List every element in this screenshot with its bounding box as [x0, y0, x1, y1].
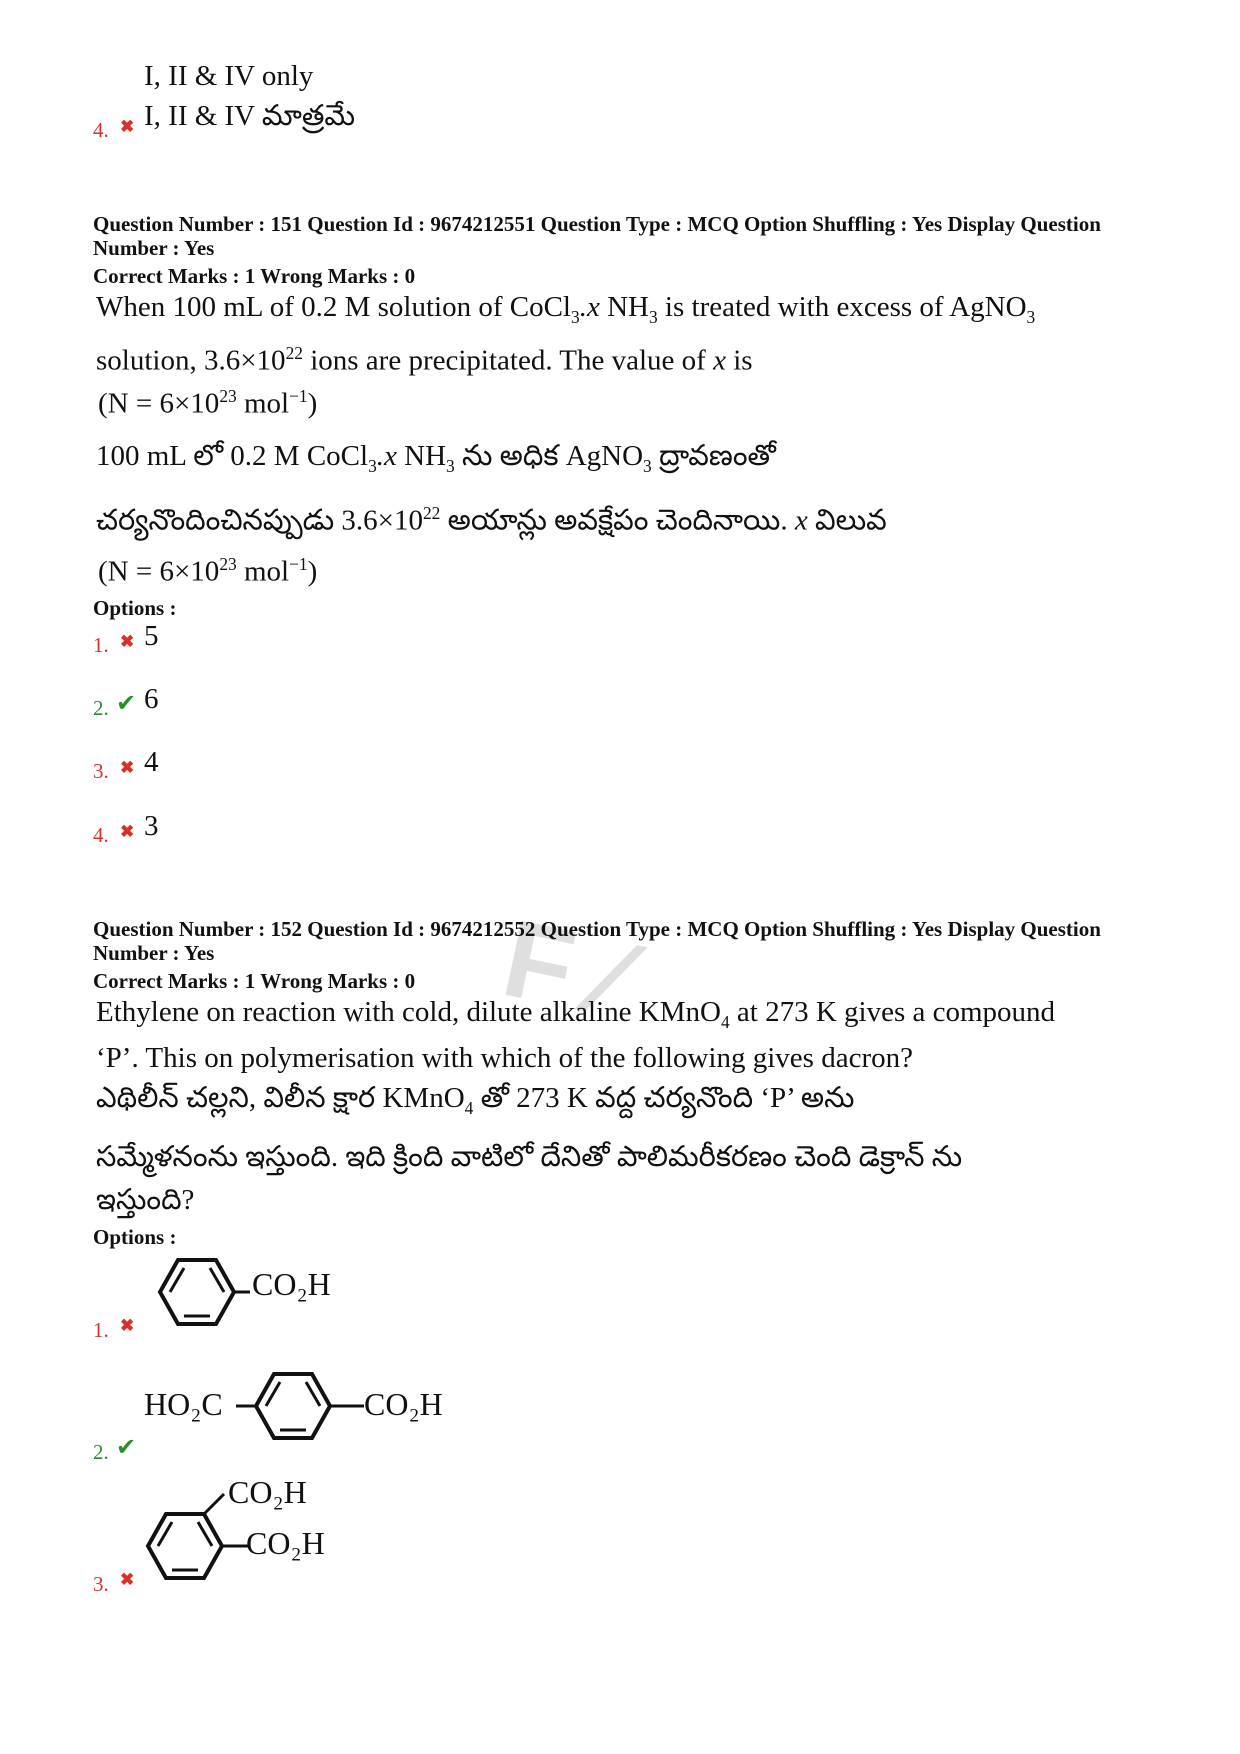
q151-option4-number: 4. — [93, 823, 109, 847]
cross-icon: ✖ — [120, 822, 135, 841]
q152-option3-group-top: CO₂H — [228, 1474, 307, 1510]
cross-icon: ✖ — [120, 117, 135, 136]
q151-option3-value[interactable]: 4 — [144, 746, 159, 778]
q151-option4-value[interactable]: 3 — [144, 810, 159, 842]
cross-icon: ✖ — [120, 1570, 135, 1589]
cross-icon: ✖ — [120, 1316, 135, 1335]
q152-option3-group-mid: CO₂H — [246, 1525, 325, 1561]
q152-option2-group-right: CO₂H — [364, 1386, 443, 1422]
benzene-ring-structure[interactable] — [236, 1366, 368, 1446]
q151-option3-number: 3. — [93, 759, 109, 783]
cross-icon: ✖ — [120, 632, 135, 651]
q152-text-te-line1: ఎథిలీన్ చల్లని, విలీన క్షార KMnO$_4$ తో 273 K వద్ద చర్యనొంది ‘P’ అను — [96, 1082, 855, 1118]
q151-given-te: ($N = 6\times 10^{23}$ mol$^{-1}$) — [98, 554, 318, 588]
q151-option2-number: 2. — [93, 696, 109, 720]
q151-option1-value[interactable]: 5 — [144, 620, 159, 652]
q151-text-te-line1: 100 mL లో 0.2 M CoCl$_3$.x $NH_3$ ను అధిక AgNO$_3$ ద్రావణంతో — [96, 440, 776, 476]
q152-text-te-line2: సమ్మేళనంను ఇస్తుంది. ఇది క్రింది వాటిలో దేనితో పాలిమరీకరణం చెంది డెక్రాన్ ను — [96, 1141, 963, 1173]
q152-option1-group: CO₂H — [252, 1266, 331, 1302]
q151-meta: Question Number : 151 Question Id : 9674212551 Question Type : MCQ Option Shuffling : Yes Display Question Number : Yes — [93, 212, 1101, 260]
prev-option4-number: 4. — [93, 118, 109, 142]
check-icon: ✔ — [116, 691, 137, 717]
q151-marks: Correct Marks : 1 Wrong Marks : 0 — [93, 264, 416, 288]
q152-text-te-line3: ఇస్తుంది? — [96, 1184, 195, 1216]
q152-option1-number: 1. — [93, 1318, 109, 1342]
cross-icon: ✖ — [120, 758, 135, 777]
q151-option1-number: 1. — [93, 633, 109, 657]
q152-option3-number: 3. — [93, 1572, 109, 1596]
q152-marks: Correct Marks : 1 Wrong Marks : 0 — [93, 969, 416, 993]
q151-text-te-line2: చర్యనొందించినప్పుడు $3.6\times 10^{22}$ అయాన్లు అవక్షేపం చెందినాయి. x విలువ — [96, 503, 887, 537]
q151-options-label: Options : — [93, 596, 177, 620]
q152-options-label: Options : — [93, 1225, 177, 1249]
q151-option2-value[interactable]: 6 — [144, 683, 159, 715]
prev-option4-english: I, II & IV only — [144, 60, 314, 92]
q151-text-en-line2: solution, $3.6\times 10^{22}$ ions are precipitated. The value of x is — [96, 343, 753, 377]
q151-given-en: ($N = 6\times 10^{23}$ mol$^{-1}$) — [98, 386, 318, 420]
prev-option4-telugu: I, II & IV మాత్రమే — [144, 100, 356, 132]
q152-option2-group-left: HO₂C — [144, 1386, 223, 1422]
q152-meta: Question Number : 152 Question Id : 9674212552 Question Type : MCQ Option Shuffling : Yes Display Question Number : Yes — [93, 917, 1101, 965]
q151-text-en-line1: When 100 mL of 0.2 M solution of CoCl$_3$.x $NH_3$ is treated with excess of AgNO$_3$ — [96, 291, 1036, 327]
benzene-ring-structure[interactable] — [140, 1252, 250, 1332]
q152-text-en-line2: ‘P’. This on polymerisation with which of the following gives dacron? — [96, 1042, 913, 1074]
q152-option2-number: 2. — [93, 1440, 109, 1464]
q152-text-en-line1: Ethylene on reaction with cold, dilute alkaline KMnO$_4$ at 273 K gives a compound — [96, 996, 1056, 1032]
watermark: F ⁄ — [493, 896, 633, 1041]
check-icon: ✔ — [116, 1435, 137, 1461]
